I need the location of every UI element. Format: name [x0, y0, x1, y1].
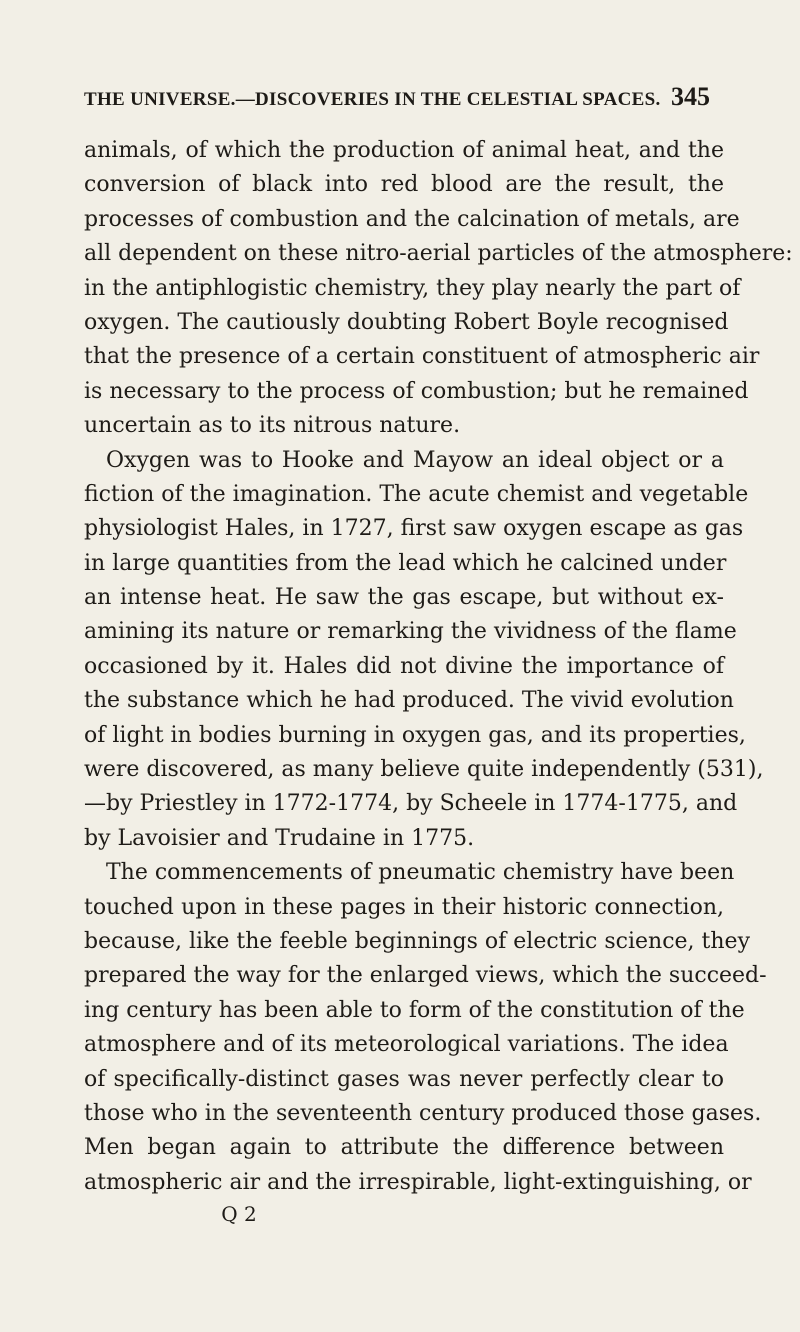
text-line: prepared the way for the enlarged views, which the succeed-: [84, 963, 767, 989]
text-line: processes of combustion and the calcination of metals, are: [84, 206, 740, 232]
text-line: occasioned by it. Hales did not divine the importance of: [84, 653, 724, 679]
text-line: that the presence of a certain constituent of atmospheric air: [84, 344, 760, 370]
text-line: because, like the feeble beginnings of electric science, they: [84, 928, 750, 954]
text-line: animals, of which the production of animal heat, and the: [84, 138, 724, 163]
text-line: all dependent on these nitro-aerial particles of the atmosphere:: [84, 241, 793, 267]
text-line: atmosphere and of its meteorological variations. The idea: [84, 1032, 729, 1058]
text-line: conversion of black into red blood are the result, the: [84, 172, 724, 198]
page-number: 345: [671, 82, 710, 111]
text-line: —by Priestley in 1772-1774, by Scheele in 1774-1775, and: [84, 791, 738, 817]
text-line: oxygen. The cautiously doubting Robert Boyle recognised: [84, 309, 729, 335]
text-line: of specifically-distinct gases was never perfectly clear to: [84, 1066, 724, 1092]
signature-mark: Q 2: [221, 1202, 257, 1227]
running-title: THE UNIVERSE.—DISCOVERIES IN THE CELESTIAL SPACES.: [84, 89, 661, 110]
text-line: of light in bodies burning in oxygen gas, and its properties,: [84, 722, 746, 748]
text-line: uncertain as to its nitrous nature.: [84, 413, 461, 439]
running-head: [84, 82, 710, 112]
text-line: fiction of the imagination. The acute chemist and vegetable: [84, 481, 749, 507]
text-line: in the antiphlogistic chemistry, they play nearly the part of: [84, 275, 741, 301]
text-line: atmospheric air and the irrespirable, light-extinguishing, or: [84, 1169, 752, 1195]
text-line: in large quantities from the lead which he calcined under: [84, 550, 727, 576]
text-line: Men began again to attribute the difference between: [84, 1135, 724, 1161]
text-line: Oxygen was to Hooke and Mayow an ideal object or a: [106, 447, 724, 473]
text-line: were discovered, as many believe quite independently (531),: [84, 757, 764, 783]
text-line: amining its nature or remarking the vividness of the flame: [84, 619, 737, 645]
body-text: [84, 134, 793, 1200]
text-line: physiologist Hales, in 1727, first saw oxygen escape as gas: [84, 516, 744, 542]
text-line: an intense heat. He saw the gas escape, but without ex-: [84, 585, 724, 611]
text-line: by Lavoisier and Trudaine in 1775.: [84, 825, 475, 851]
text-line: touched upon in these pages in their historic connection,: [84, 894, 724, 920]
text-line: The commencements of pneumatic chemistry have been: [106, 860, 735, 886]
text-line: ing century has been able to form of the constitution of the: [84, 997, 745, 1023]
text-line: is necessary to the process of combustion; but he remained: [84, 378, 749, 404]
text-line: the substance which he had produced. The vivid evolution: [84, 688, 734, 714]
text-line: those who in the seventeenth century produced those gases.: [84, 1100, 762, 1126]
